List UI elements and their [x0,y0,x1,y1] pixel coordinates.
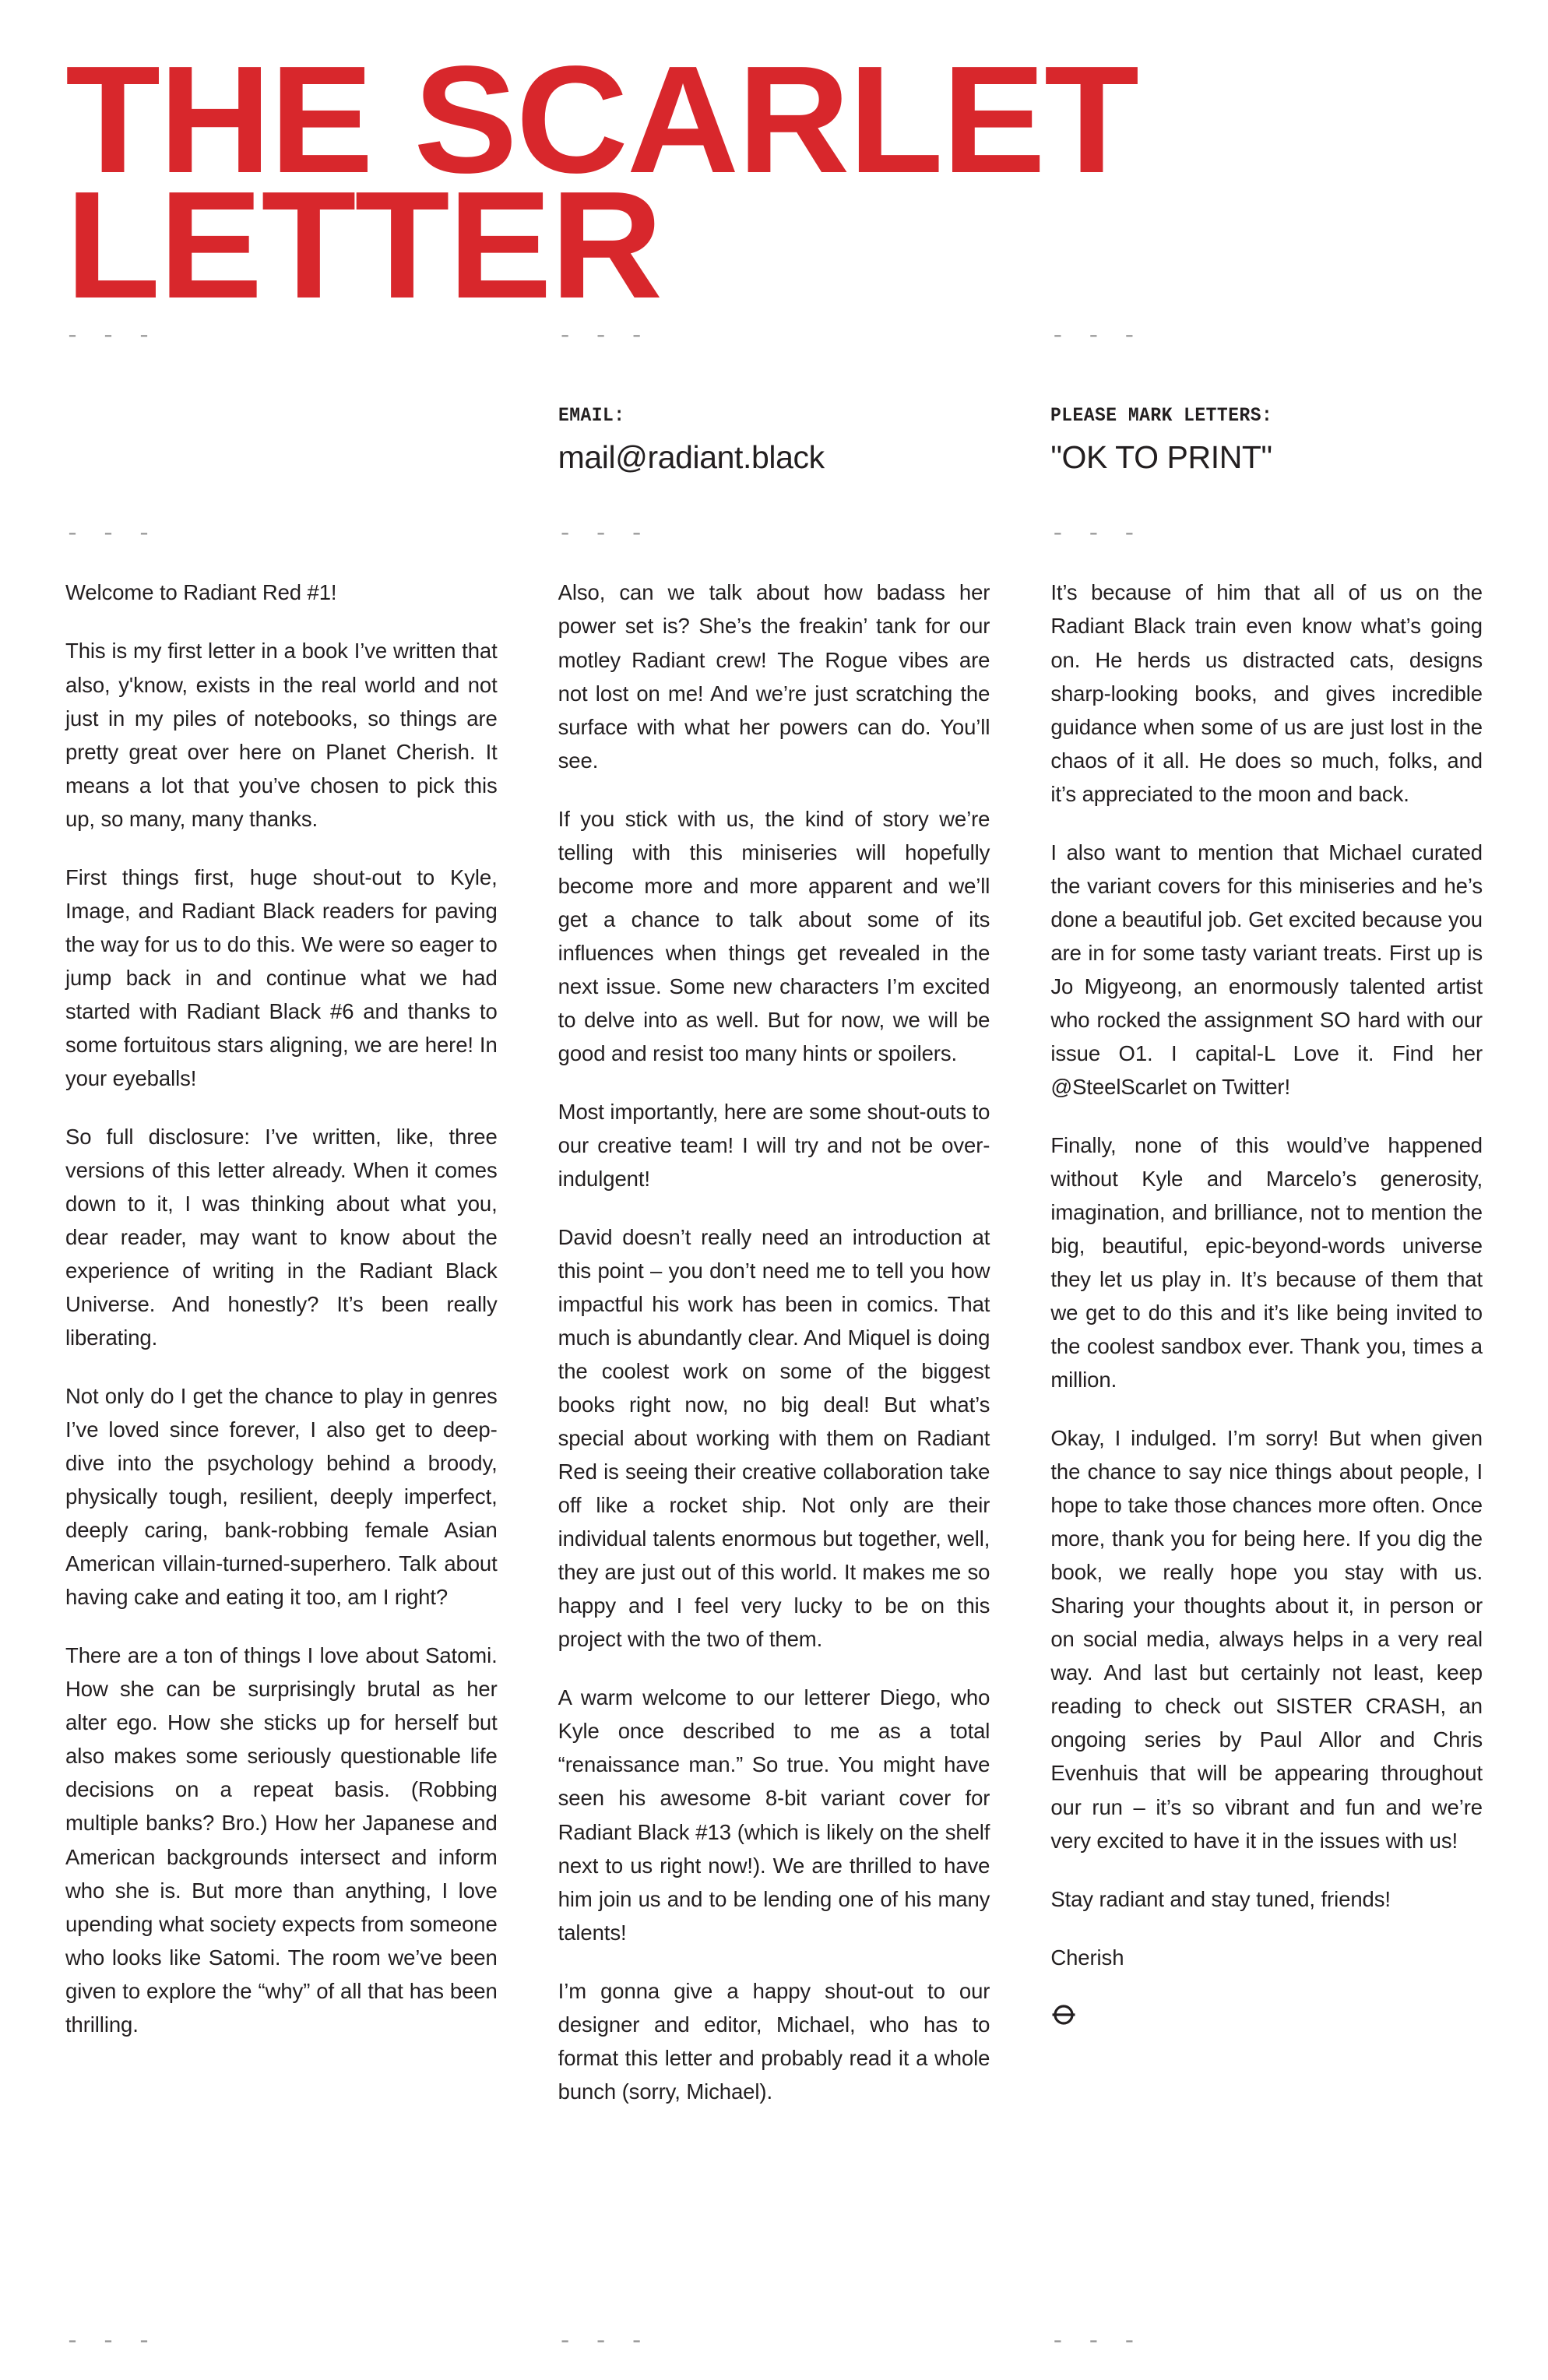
paragraph: Not only do I get the chance to play in genres I’ve loved since forever, I also get to deep-dive into the psychology behind a broody, physically tough, resilient, deeply imperfect, deeply caring, bank-robbing female Asian American villain-turned-superhero. Talk about having cake and eating it too, am I right? [65,1384,498,1610]
masthead-line-1: THE SCARLET [65,34,1138,205]
paragraph: David doesn’t really need an introduction at this point – you don’t need me to tell you how impactful his work has been in comics. That much is abundantly clear. And Miquel is doing the coolest work on some of the biggest books right now, no big deal! But what’s special about working with them on Radiant Red is seeing their creative collaboration take off like a rocket ship. Not only are their individual talents enormous but together, well, they are just out of this world. It makes me so happy and I feel very lucky to be on this project with the two of them. [558,1224,990,1652]
header-cell-blank [65,348,498,504]
footer-rules [65,2330,1483,2354]
dash-rule-mid-col3: - - - [1050,521,1141,548]
paragraph: Welcome to Radiant Red #1! [65,580,337,605]
dash-rule-bottom-col2: - - - [558,2329,648,2355]
dash-rule-bottom-col3: - - - [1050,2329,1141,2355]
paragraph: Stay radiant and stay tuned, friends! [1050,1886,1391,1911]
letter-column-3 [1050,576,1483,2107]
crossed-circle-sign-off-icon [1050,2001,1077,2027]
letter-body [65,576,1483,2107]
email-address[interactable]: mail@radiant.black [558,439,825,476]
masthead-line-2: LETTER [65,159,662,330]
header-cell-email [558,348,990,504]
email-label: EMAIL: [558,404,625,428]
paragraph: If you stick with us, the kind of story we’re telling with this miniseries will hopefully become more and more apparent and we’ll get a chance to talk about some of its influences when things get revealed in the next issue. Some new characters I’m excited to delve into as well. But for now, we will be good and resist too many hints or spoilers. [558,806,990,1065]
header-bottom-rules [65,523,1483,546]
paragraph: A warm welcome to our letterer Diego, who Kyle once described to me as a total “renaissance man.” So true. You might have seen his awesome 8-bit variant cover for Radiant Black #13 (which is likely on the shelf next to us right now!). We are thrilled to have him join us and to be lending one of his many talents! [558,1685,990,1945]
dash-rule-bottom-col1: - - - [65,2329,156,2355]
masthead [65,0,1483,330]
paragraph: I’m gonna give a happy shout-out to our designer and editor, Michael, who has to format this letter and probably read it a whole bunch (sorry, Michael). [558,1978,990,2104]
mark-letters-label: PLEASE MARK LETTERS: [1050,404,1273,428]
paragraph: There are a ton of things I love about Satomi. How she can be surprisingly brutal as her alter ego. How she sticks up for herself but also makes some seriously questionable life decisions on a repeat basis. (Robbing multiple banks? Bro.) How her Japanese and American backgrounds intersect and inform who she is. But more than anything, I love upending what society expects from someone who looks like Satomi. The room we’ve been given to explore the “why” of all that has been thrilling. [65,1643,498,2037]
paragraph: Also, can we talk about how badass her power set is? She’s the freakin’ tank for our motley Radiant crew! The Rogue vibes are not lost on me! And we’re just scratching the surface with what her powers can do. You’ll see. [558,580,990,773]
paragraph: Okay, I indulged. I’m sorry! But when given the chance to say nice things about people, I hope to take those chances more often. Once more, thank you for being here. If you dig the book, we really hope you stay with us. Sharing your thoughts about it, in person or on social media, always helps in a very real way. And last but certainly not least, keep reading to check out SISTER CRASH, an ongoing series by Paul Allor and Chris Evenhuis that will be appearing throughout our run – it’s so vibrant and fun and we’re very excited to have it in the issues with us! [1050,1426,1483,1853]
paragraph: So full disclosure: I’ve written, like, three versions of this letter already. When it comes down to it, I was thinking about what you, dear reader, may want to know about the experience of writing in the Radiant Black Universe. And honestly? It’s been really liberating. [65,1124,498,1350]
header-cell-mark-letters [1050,348,1483,504]
letter-column-1 [65,576,498,2107]
paragraph: Cherish [1050,1945,1124,1970]
dash-rule-mid-col2: - - - [558,521,648,548]
paragraph: First things first, huge shout-out to Kyle, Image, and Radiant Black readers for paving the way for us to do this. We were so eager to jump back in and continue what we had started with Radiant Black #6 and thanks to some fortuitous stars aligning, we are here! In your eyeballs! [65,864,498,1090]
header-info [65,348,1483,504]
paragraph: This is my first letter in a book I’ve written that also, y'know, exists in the real world and not just in my piles of notebooks, so things are pretty great over here on Planet Cherish. It means a lot that you’ve chosen to pick this up, so many, many thanks. [65,639,498,831]
paragraph: I also want to mention that Michael curated the variant covers for this miniseries and he’s done a beautiful job. Get excited because you are in for some tasty variant treats. First up is Jo Migyeong, an enormously talented artist who rocked the assignment SO hard with our issue O1. I capital-L Love it. Find her @SteelScarlet on Twitter! [1050,840,1483,1099]
paragraph: Finally, none of this would’ve happened without Kyle and Marcelo’s generosity, imagination, and brilliance, not to mention the big, beautiful, epic-beyond-words universe they let us play in. It’s because of them that we get to do this and it’s like being invited to the coolest sandbox ever. Thank you, times a million. [1050,1132,1483,1392]
dash-rule-mid-col1: - - - [65,521,156,548]
letter-column-2 [558,576,990,2107]
paragraph: Most importantly, here are some shout-outs to our creative team! I will try and not be over-indulgent! [558,1099,990,1191]
ok-to-print-value: "OK TO PRINT" [1050,439,1272,476]
dash-rule-top-col1: - - - [65,323,156,350]
dash-rule-top-col2: - - - [558,323,648,350]
dash-rule-top-col3: - - - [1050,323,1141,350]
paragraph: It’s because of him that all of us on the Radiant Black train even know what’s going on. He herds us distracted cats, designs sharp-looking books, and gives incredible guidance when some of us are just lost in the chaos of it all. He does so much, folks, and it’s appreciated to the moon and back. [1050,580,1483,806]
